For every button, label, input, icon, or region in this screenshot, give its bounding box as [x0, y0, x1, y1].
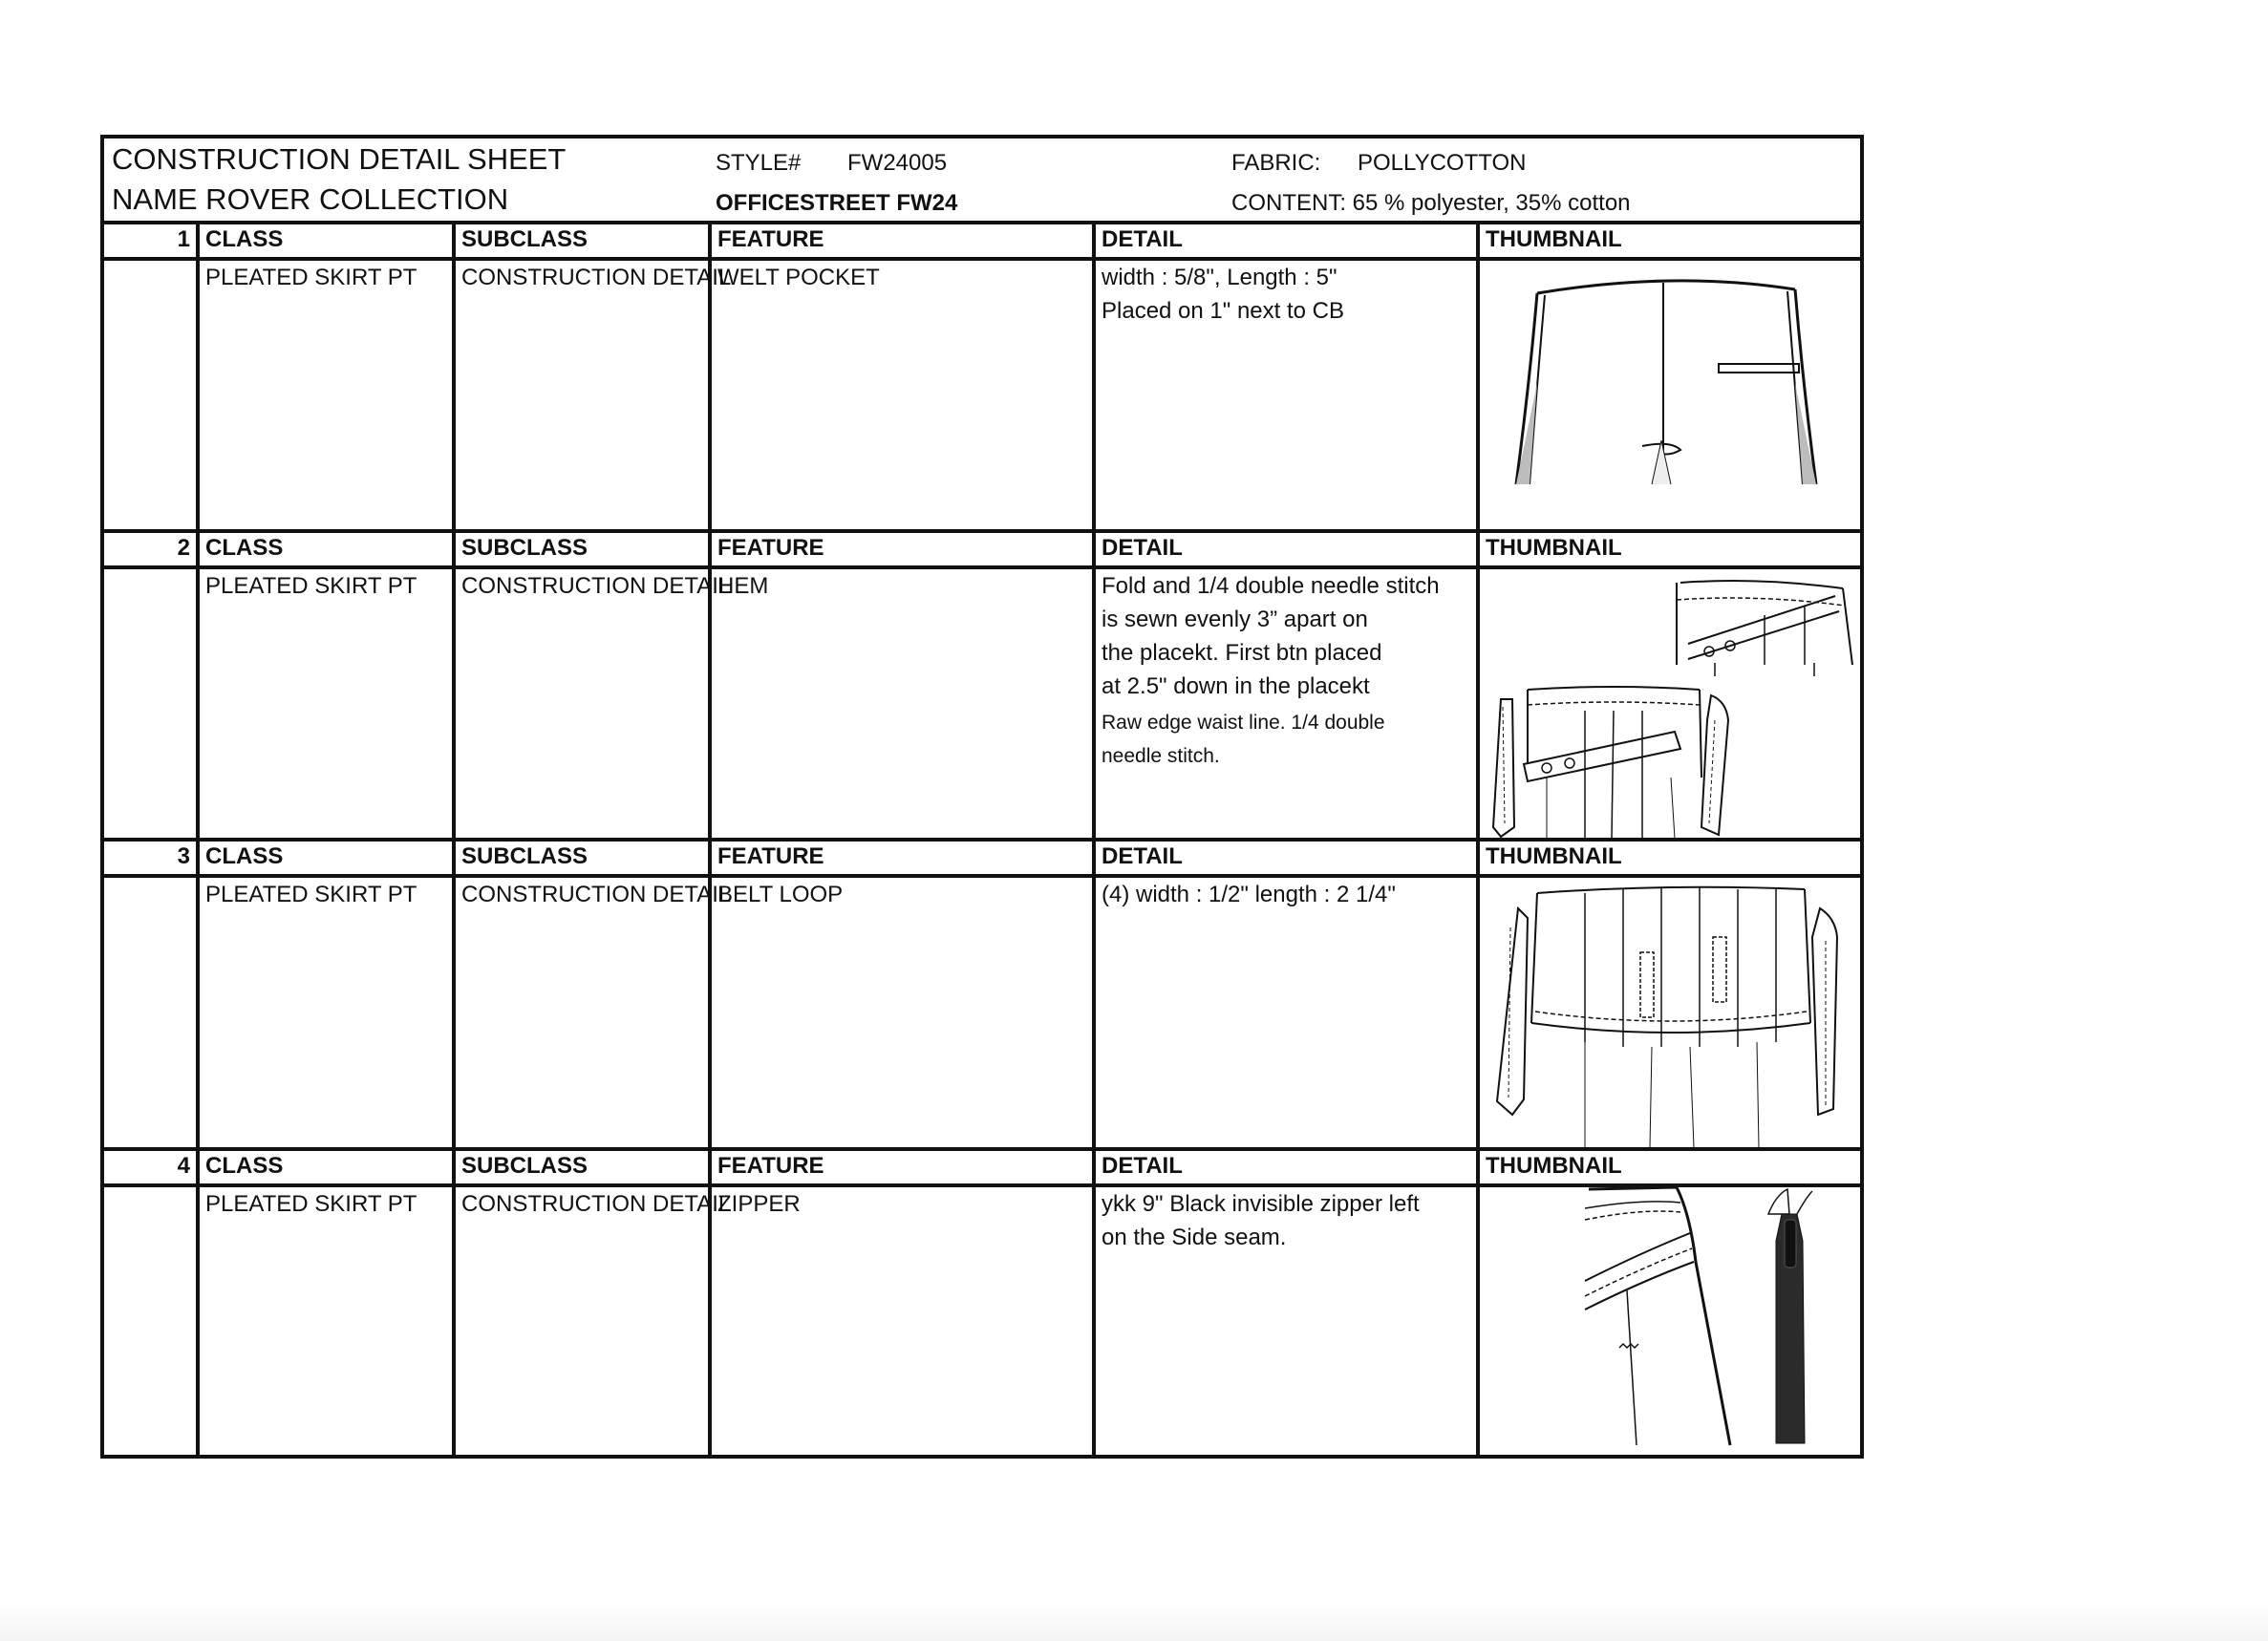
- detail-line: is sewn evenly 3” apart on: [1102, 607, 1368, 632]
- thumbnail-header: THUMBNAIL: [1486, 843, 1622, 869]
- sheet-header: [104, 139, 1860, 223]
- subclass-header: SUBCLASS: [461, 226, 588, 252]
- thumbnail-header: THUMBNAIL: [1486, 226, 1622, 252]
- divider: [104, 221, 1860, 224]
- line-name: OFFICESTREET FW24: [716, 190, 958, 216]
- row-number: 4: [177, 1153, 190, 1179]
- class-header: CLASS: [205, 226, 284, 252]
- column-divider: [1476, 221, 1480, 1459]
- detail-line: Raw edge waist line. 1/4 double: [1102, 712, 1385, 734]
- zipper-sketch-icon: [1547, 1185, 1852, 1453]
- subclass-value: CONSTRUCTION DETAIL: [461, 265, 732, 290]
- feature-header: FEATURE: [717, 535, 824, 561]
- subclass-header: SUBCLASS: [461, 1153, 588, 1179]
- divider: [104, 1147, 1860, 1151]
- detail-line: needle stitch.: [1102, 745, 1220, 767]
- row-number: 2: [177, 535, 190, 561]
- detail-text: [1102, 261, 1344, 328]
- column-divider: [1092, 221, 1096, 1459]
- class-value: PLEATED SKIRT PT: [205, 265, 417, 290]
- feature-value: WELT POCKET: [717, 265, 880, 290]
- detail-note: [1102, 706, 1385, 773]
- feature-value: HEM: [717, 573, 769, 599]
- collection-name: NAME ROVER COLLECTION: [112, 182, 509, 216]
- divider: [104, 874, 1860, 878]
- subclass-header: SUBCLASS: [461, 535, 588, 561]
- detail-line: Placed on 1" next to CB: [1102, 298, 1345, 324]
- detail-line: on the Side seam.: [1102, 1225, 1287, 1250]
- fabric-label: FABRIC:: [1231, 150, 1321, 176]
- class-header: CLASS: [205, 1153, 284, 1179]
- divider: [104, 565, 1860, 569]
- column-divider: [452, 221, 456, 1459]
- construction-detail-sheet: [100, 135, 1864, 1459]
- welt-pocket-sketch-icon: [1508, 268, 1843, 490]
- detail-line: width : 5/8", Length : 5": [1102, 265, 1337, 290]
- row-number: 3: [177, 843, 190, 869]
- style-label: STYLE#: [716, 150, 802, 176]
- feature-value: BELT LOOP: [717, 882, 844, 907]
- style-value: FW24005: [847, 150, 948, 176]
- subclass-value: CONSTRUCTION DETAIL: [461, 573, 732, 599]
- sheet-title: CONSTRUCTION DETAIL SHEET: [112, 142, 567, 176]
- divider: [104, 257, 1860, 261]
- feature-header: FEATURE: [717, 226, 824, 252]
- fabric-value: POLLYCOTTON: [1358, 150, 1527, 176]
- divider: [104, 529, 1860, 533]
- detail-header: DETAIL: [1102, 226, 1183, 252]
- column-divider: [196, 221, 200, 1459]
- detail-line: at 2.5" down in the placekt: [1102, 673, 1370, 699]
- thumbnail-header: THUMBNAIL: [1486, 1153, 1622, 1179]
- detail-text: [1102, 878, 1396, 911]
- thumbnail-header: THUMBNAIL: [1486, 535, 1622, 561]
- belt-loop-sketch-icon: [1489, 880, 1858, 1147]
- subclass-header: SUBCLASS: [461, 843, 588, 869]
- page-footer-fade: [0, 1605, 2268, 1641]
- fabric-content: CONTENT: 65 % polyester, 35% cotton: [1231, 190, 1631, 216]
- detail-line: (4) width : 1/2" length : 2 1/4": [1102, 882, 1396, 907]
- subclass-value: CONSTRUCTION DETAIL: [461, 882, 732, 907]
- class-value: PLEATED SKIRT PT: [205, 882, 417, 907]
- column-divider: [708, 221, 712, 1459]
- detail-header: DETAIL: [1102, 1153, 1183, 1179]
- class-value: PLEATED SKIRT PT: [205, 573, 417, 599]
- feature-value: ZIPPER: [717, 1191, 801, 1217]
- detail-line: Fold and 1/4 double needle stitch: [1102, 573, 1440, 599]
- class-header: CLASS: [205, 843, 284, 869]
- subclass-value: CONSTRUCTION DETAIL: [461, 1191, 732, 1217]
- class-value: PLEATED SKIRT PT: [205, 1191, 417, 1217]
- detail-line: ykk 9" Black invisible zipper left: [1102, 1191, 1420, 1217]
- class-header: CLASS: [205, 535, 284, 561]
- feature-header: FEATURE: [717, 1153, 824, 1179]
- detail-header: DETAIL: [1102, 535, 1183, 561]
- hem-waistband-sketch-icon: [1489, 577, 1858, 839]
- detail-line: the placekt. First btn placed: [1102, 640, 1382, 666]
- row-number: 1: [177, 226, 190, 252]
- feature-header: FEATURE: [717, 843, 824, 869]
- detail-text: [1102, 1187, 1420, 1254]
- detail-header: DETAIL: [1102, 843, 1183, 869]
- detail-text: [1102, 569, 1440, 703]
